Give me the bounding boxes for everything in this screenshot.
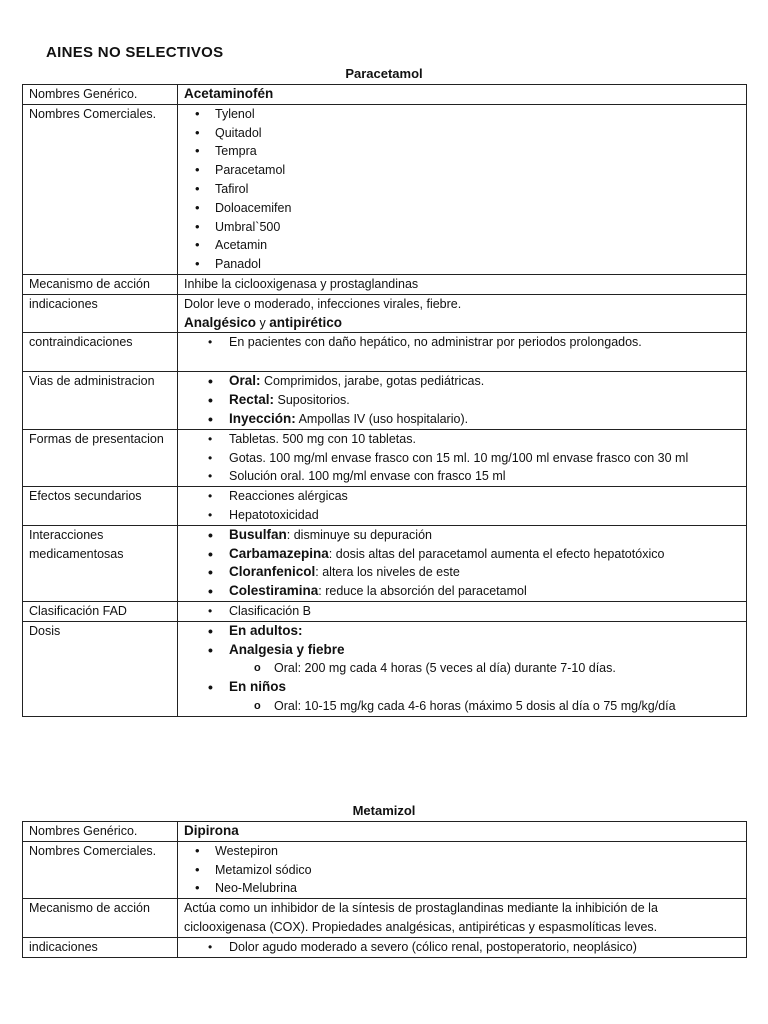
- label-nombres-generico: Nombres Genérico.: [23, 85, 178, 105]
- drug-effect: : disminuye su depuración: [286, 527, 432, 542]
- value-contraindicaciones: [178, 333, 747, 372]
- list-item: • Tabletas. 500 mg con 10 tabletas.: [229, 430, 740, 449]
- list-item: • Tylenol: [215, 105, 740, 124]
- indicaciones-text: Dolor leve o moderado, infecciones virales, fiebre.: [184, 296, 462, 311]
- via-desc: Comprimidos, jarabe, gotas pediátricas.: [260, 374, 485, 389]
- via-desc: Ampollas IV (uso hospitalario).: [295, 411, 469, 426]
- label-vias: Vias de administracion: [23, 372, 178, 429]
- label-nombres-generico: Nombres Genérico.: [23, 822, 178, 842]
- indicaciones-list: [184, 938, 740, 957]
- efectos-list: [184, 487, 740, 525]
- label-clasificacion: Clasificación FAD: [23, 601, 178, 621]
- row-dosis: [23, 621, 747, 716]
- row-mecanismo: [23, 274, 747, 294]
- dose-group-children: En niños: [229, 679, 286, 695]
- paracetamol-table: [22, 84, 747, 717]
- value-nombres-comerciales: [178, 841, 747, 898]
- via-name: Inyección:: [229, 410, 296, 426]
- via-name: Oral:: [229, 373, 261, 389]
- value-nombres-generico: [178, 822, 747, 842]
- row-nombres-comerciales: [23, 104, 747, 274]
- label-contraindicaciones: contraindicaciones: [23, 333, 178, 372]
- value-mecanismo: Inhibe la ciclooxigenasa y prostaglandinas: [178, 274, 747, 294]
- value-efectos: [178, 487, 747, 526]
- value-formas: [178, 429, 747, 486]
- via-name: Rectal:: [229, 392, 275, 408]
- value-mecanismo: Actúa como un inhibidor de la síntesis de prostaglandinas mediante la inhibición de la ciclooxigenasa (COX). Propiedades analgésicas, antipiréticas y espasmolíticas leves.: [178, 899, 747, 938]
- metamizol-table: [22, 821, 747, 958]
- list-item: [229, 582, 740, 601]
- row-contraindicaciones: [23, 333, 747, 372]
- row-formas: [23, 429, 747, 486]
- list-item: • En pacientes con daño hepático, no administrar por periodos prolongados.: [229, 333, 740, 352]
- list-item: • Umbral`500: [215, 218, 740, 237]
- paracetamol-caption: Paracetamol: [345, 66, 423, 81]
- contraindicaciones-list: [184, 333, 740, 352]
- drug-effect: : reduce la absorción del paracetamol: [318, 584, 527, 599]
- property-antipyretic: antipirético: [269, 314, 342, 330]
- label-interacciones: Interacciones medicamentosas: [23, 525, 178, 601]
- dosis-list: [184, 622, 740, 716]
- dose-group-adults: En adultos:: [229, 622, 303, 638]
- list-item: • Metamizol sódico: [215, 861, 740, 880]
- via-desc: Supositorios.: [274, 393, 350, 408]
- drug-effect: : dosis altas del paracetamol aumenta el efecto hepatotóxico: [328, 546, 665, 561]
- row-indicaciones: [23, 937, 747, 957]
- value-indicaciones: [178, 294, 747, 333]
- interacciones-list: [184, 526, 740, 601]
- row-nombres-generico: [23, 85, 747, 105]
- document-title: AINES NO SELECTIVOS: [46, 44, 224, 61]
- property-conj: y: [256, 315, 270, 330]
- drug-effect: : altera los niveles de este: [315, 565, 460, 580]
- list-item: • Westepiron: [215, 842, 740, 861]
- value-nombres-generico: [178, 85, 747, 105]
- value-nombres-comerciales: [178, 104, 747, 274]
- metamizol-caption: Metamizol: [352, 803, 416, 818]
- list-item: [229, 622, 740, 641]
- generic-name: Acetaminofén: [184, 86, 274, 101]
- list-item: [229, 641, 740, 679]
- row-vias: [23, 372, 747, 429]
- label-nombres-comerciales: Nombres Comerciales.: [23, 841, 178, 898]
- label-mecanismo: Mecanismo de acción: [23, 274, 178, 294]
- list-item: o Oral: 10-15 mg/kg cada 4-6 horas (máximo 5 dosis al día o 75 mg/kg/día: [274, 697, 740, 716]
- vias-list: [184, 372, 740, 428]
- list-item: [229, 545, 740, 564]
- list-item: • Tafirol: [215, 180, 740, 199]
- row-interacciones: [23, 525, 747, 601]
- dose-sublist: [229, 659, 740, 678]
- drug-name: Cloranfenicol: [229, 564, 316, 580]
- row-mecanismo: [23, 899, 747, 938]
- row-nombres-comerciales: [23, 841, 747, 898]
- row-nombres-generico: [23, 822, 747, 842]
- list-item: • Tempra: [215, 142, 740, 161]
- formas-list: [184, 430, 740, 486]
- value-dosis: [178, 621, 747, 716]
- drug-name: Colestiramina: [229, 583, 319, 599]
- list-item: • Paracetamol: [215, 161, 740, 180]
- row-clasificacion: [23, 601, 747, 621]
- value-clasificacion: [178, 601, 747, 621]
- list-item: [229, 526, 740, 545]
- list-item: [229, 678, 740, 716]
- list-item: [229, 410, 740, 429]
- commercial-names-list: [184, 842, 740, 898]
- row-indicaciones: [23, 294, 747, 333]
- label-formas: Formas de presentacion: [23, 429, 178, 486]
- drug-name: Carbamazepina: [229, 545, 329, 561]
- value-vias: [178, 372, 747, 429]
- list-item: • Panadol: [215, 255, 740, 274]
- commercial-names-list: [184, 105, 740, 274]
- list-item: [229, 391, 740, 410]
- list-item: o Oral: 200 mg cada 4 horas (5 veces al día) durante 7-10 días.: [274, 659, 740, 678]
- list-item: • Gotas. 100 mg/ml envase frasco con 15 ml. 10 mg/100 ml envase frasco con 30 ml: [229, 449, 740, 468]
- list-item: • Clasificación B: [229, 602, 740, 621]
- clasificacion-list: [184, 602, 740, 621]
- label-mecanismo: Mecanismo de acción: [23, 899, 178, 938]
- list-item: • Dolor agudo moderado a severo (cólico renal, postoperatorio, neoplásico): [229, 938, 740, 957]
- list-item: • Quitadol: [215, 124, 740, 143]
- label-dosis: Dosis: [23, 621, 178, 716]
- list-item: • Solución oral. 100 mg/ml envase con frasco 15 ml: [229, 467, 740, 486]
- value-indicaciones: [178, 937, 747, 957]
- indicaciones-properties: [184, 314, 740, 333]
- property-analgesic: Analgésico: [184, 314, 257, 330]
- list-item: • Reacciones alérgicas: [229, 487, 740, 506]
- dose-sublist: [229, 697, 740, 716]
- label-efectos: Efectos secundarios: [23, 487, 178, 526]
- list-item: • Acetamin: [215, 236, 740, 255]
- label-nombres-comerciales: Nombres Comerciales.: [23, 104, 178, 274]
- row-efectos: [23, 487, 747, 526]
- value-interacciones: [178, 525, 747, 601]
- list-item: [229, 372, 740, 391]
- label-indicaciones: indicaciones: [23, 294, 178, 333]
- generic-name: Dipirona: [184, 823, 239, 838]
- drug-name: Busulfan: [229, 526, 287, 542]
- list-item: [229, 563, 740, 582]
- list-item: • Neo-Melubrina: [215, 879, 740, 898]
- dose-indication: Analgesia y fiebre: [229, 641, 345, 657]
- list-item: • Doloacemifen: [215, 199, 740, 218]
- label-indicaciones: indicaciones: [23, 937, 178, 957]
- list-item: • Hepatotoxicidad: [229, 506, 740, 525]
